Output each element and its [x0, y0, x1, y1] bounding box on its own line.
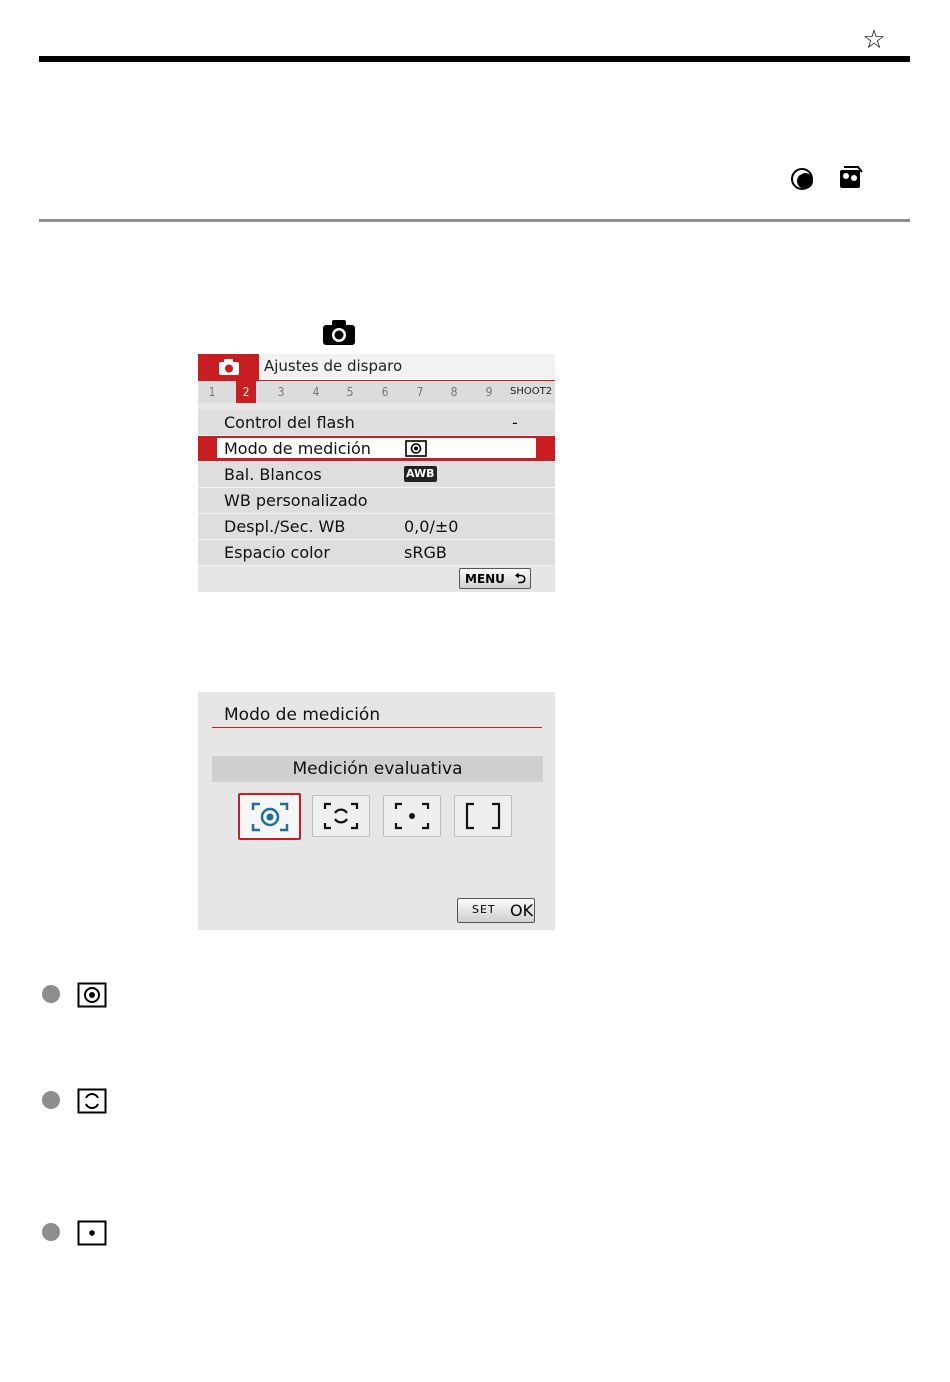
menu-item-value: sRGB — [404, 543, 447, 562]
screen-title: Modo de medición — [224, 705, 381, 725]
current-mode-bar — [212, 756, 543, 782]
page-tab-1[interactable]: 1 — [208, 385, 216, 399]
menu-item-label: WB personalizado — [224, 491, 368, 510]
page-tab-5[interactable]: 5 — [346, 385, 354, 399]
page-tab-6[interactable]: 6 — [381, 385, 389, 399]
page-tab-7[interactable]: 7 — [416, 385, 424, 399]
menu-page-tabs — [198, 381, 555, 403]
menu-item-flash-control[interactable] — [198, 410, 555, 436]
top-rule — [39, 56, 910, 62]
menu-item-custom-wb[interactable] — [198, 488, 555, 514]
menu-button-label: MENU — [465, 572, 505, 586]
page-tab-2[interactable]: 2 — [236, 381, 256, 403]
title-rule — [212, 727, 542, 728]
spot-metering-icon — [394, 802, 430, 830]
evaluative-metering-icon — [251, 802, 289, 832]
shooting-menu-screen — [198, 354, 555, 592]
bullet-dot — [42, 1091, 60, 1109]
menu-item-label: Espacio color — [224, 543, 330, 562]
menu-item-color-space[interactable] — [198, 540, 555, 566]
spot-metering-icon — [77, 1220, 107, 1246]
ok-label: OK — [510, 901, 534, 920]
return-icon: ⮌ — [514, 571, 526, 587]
star-icon: ☆ — [862, 25, 886, 55]
center-weighted-metering-icon — [465, 802, 501, 830]
page-tab-8[interactable]: 8 — [450, 385, 458, 399]
menu-item-value: - — [512, 413, 518, 432]
tab-name: SHOOT2 — [510, 386, 553, 397]
evaluative-metering-icon — [77, 982, 107, 1008]
menu-item-white-balance[interactable] — [198, 462, 555, 488]
option-spot-metering[interactable] — [383, 795, 441, 837]
creative-zone-icon — [790, 166, 818, 192]
menu-item-wb-shift[interactable] — [198, 514, 555, 540]
option-center-weighted-metering[interactable] — [454, 795, 512, 837]
menu-item-label: Bal. Blancos — [224, 465, 322, 484]
awb-icon: AWB — [406, 467, 435, 480]
menu-footer — [198, 566, 555, 592]
partial-metering-icon — [323, 802, 359, 830]
menu-back-button[interactable] — [459, 568, 531, 589]
set-label: SET — [472, 903, 496, 916]
menu-item-metering-mode[interactable] — [198, 436, 555, 462]
camera-tab-icon — [218, 358, 240, 376]
menu-item-label: Control del flash — [224, 413, 355, 432]
movie-creative-icon — [836, 164, 866, 192]
page-tab-9[interactable]: 9 — [485, 385, 493, 399]
page-tab-4[interactable]: 4 — [312, 385, 320, 399]
section-rule — [39, 219, 910, 222]
shooting-camera-icon — [322, 318, 356, 346]
option-evaluative-metering[interactable] — [238, 793, 301, 840]
page-tab-3[interactable]: 3 — [277, 385, 285, 399]
set-ok-button[interactable] — [457, 898, 535, 923]
menu-title: Ajustes de disparo — [264, 357, 403, 375]
option-partial-metering[interactable] — [312, 795, 370, 837]
menu-item-value: 0,0/±0 — [404, 517, 459, 536]
menu-item-label: Modo de medición — [224, 439, 371, 458]
bullet-dot — [42, 985, 60, 1003]
partial-metering-icon — [77, 1088, 107, 1114]
bullet-dot — [42, 1223, 60, 1241]
current-mode-label: Medición evaluativa — [292, 759, 463, 779]
menu-item-label: Despl./Sec. WB — [224, 517, 346, 536]
shoot-tab[interactable] — [198, 354, 259, 381]
metering-mode-screen — [198, 692, 555, 930]
evaluative-metering-icon — [405, 440, 427, 457]
